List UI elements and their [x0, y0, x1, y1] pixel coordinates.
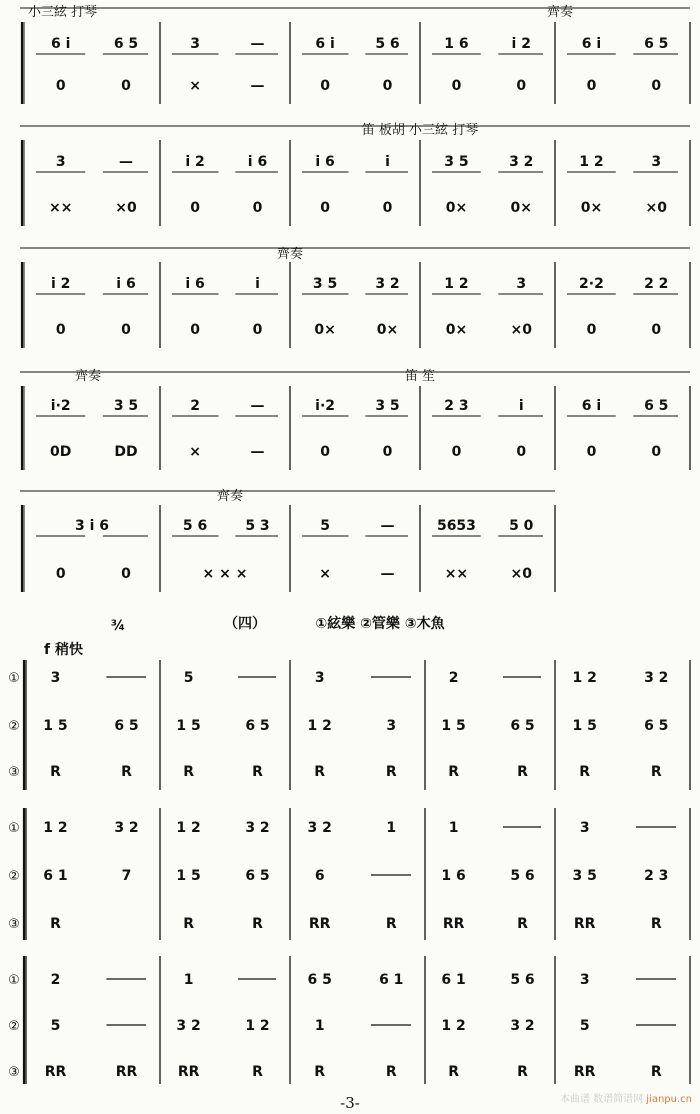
beat-notes: ×0 — [115, 200, 137, 216]
beat-notes: R — [517, 1064, 528, 1080]
beat-notes: 5 6 — [375, 36, 400, 52]
beat-notes: 3 2 — [114, 820, 139, 836]
part-label: ① — [8, 821, 20, 836]
beat-notes: 0 — [121, 78, 131, 94]
beat-notes: 0× — [510, 200, 532, 216]
beat-notes: ×× — [444, 566, 469, 582]
beat-notes: 6 — [314, 868, 325, 884]
beat-notes: R — [314, 1064, 326, 1080]
beat-notes: 0 — [516, 444, 527, 460]
beat-notes: R — [385, 1064, 397, 1080]
beat-notes: 0 — [55, 322, 66, 338]
beat-notes: 5 6 — [510, 868, 535, 884]
beat-notes: × — [189, 78, 201, 94]
beat-notes: R — [385, 916, 397, 932]
beat-notes: i̇ 2 — [511, 36, 531, 52]
beat-notes: 3 5 — [312, 276, 338, 292]
beat-notes: i 6 — [247, 154, 268, 170]
beat-notes: 2 3 — [444, 398, 469, 414]
measure-notes: × × × — [202, 566, 248, 582]
beat-notes: RR — [308, 916, 331, 932]
beat-notes: × — [319, 566, 331, 582]
beat-notes: 3 2 — [510, 1018, 535, 1034]
beat-notes: R — [385, 764, 397, 780]
beat-notes: R — [50, 764, 61, 780]
beat-notes: 3 — [386, 718, 397, 734]
beat-notes: 5 — [183, 670, 194, 686]
beat-notes: R — [650, 764, 662, 780]
beat-notes: 2 — [190, 398, 200, 414]
beat-notes: 5 6 — [510, 972, 535, 988]
beat-notes: — — [250, 444, 265, 460]
beat-notes: 3 2 — [375, 276, 400, 292]
beat-notes: 3 2 — [644, 670, 669, 686]
beat-notes: 1 — [183, 972, 194, 988]
beat-notes: 0 — [190, 322, 200, 338]
beat-notes: 0 — [252, 322, 263, 338]
instrument-label: 小三絃 打琴 — [28, 5, 98, 20]
beat-notes: 0 — [451, 444, 462, 460]
beat-notes: — — [250, 36, 265, 52]
beat-notes: 5 — [579, 1018, 590, 1034]
beat-notes: 1 5 — [43, 718, 68, 734]
beat-notes: 3 2 — [176, 1018, 201, 1034]
part-label: ③ — [8, 765, 20, 780]
beat-notes: 0D — [50, 444, 72, 460]
beat-notes: R — [650, 916, 662, 932]
beat-notes: — — [250, 398, 265, 414]
tempo-marking: f 稍快 — [44, 642, 83, 658]
beat-notes: 0 — [320, 200, 330, 216]
beat-notes: 3 5 — [375, 398, 400, 414]
beat-notes: 1 — [448, 820, 459, 836]
beat-notes: R — [50, 916, 61, 932]
beat-notes: 1 5 — [572, 718, 597, 734]
beat-notes: 5 — [50, 1018, 61, 1034]
beat-notes: 6 5 — [245, 868, 270, 884]
beat-notes: 2 2 — [644, 276, 669, 292]
beat-notes: R — [517, 916, 528, 932]
beat-notes: i̇ 2 — [185, 154, 205, 170]
beat-notes: 1 2 — [43, 820, 68, 836]
beat-notes: 1 6 — [444, 36, 469, 52]
beat-notes: 0 — [586, 322, 597, 338]
beat-notes: 6 i̇ — [315, 36, 335, 52]
beat-notes: 6 5 — [644, 398, 669, 414]
beat-notes: 6 5 — [113, 36, 139, 52]
beat-notes: R — [183, 916, 194, 932]
beat-notes: 2 — [448, 670, 459, 686]
beat-notes: 0 — [651, 322, 662, 338]
beat-notes: 6 5 — [644, 718, 669, 734]
beat-notes: RR — [44, 1064, 67, 1080]
beat-notes: 6 5 — [245, 718, 270, 734]
beat-notes: 0 — [382, 200, 393, 216]
beat-notes: 1 5 — [441, 718, 466, 734]
beat-notes: 1 2 — [444, 276, 469, 292]
beat-notes: 0× — [580, 200, 603, 216]
beat-notes: RR — [177, 1064, 200, 1080]
beat-notes: i̇ — [255, 276, 260, 292]
instrument-label: 齊奏 — [276, 247, 304, 262]
beat-notes: i 6 — [315, 154, 335, 170]
beat-notes: R — [448, 1064, 459, 1080]
beat-notes: 0 — [121, 566, 131, 582]
beat-notes: — — [380, 566, 395, 582]
beat-notes: RR — [115, 1064, 138, 1080]
beat-notes: i 6 — [116, 276, 136, 292]
beat-notes: 0× — [314, 322, 336, 338]
beat-notes: R — [650, 1064, 662, 1080]
beat-notes: RR — [442, 916, 465, 932]
beat-notes: 0 — [382, 78, 393, 94]
beat-notes: — — [380, 518, 395, 534]
beat-notes: R — [579, 764, 591, 780]
beat-notes: 6 5 — [307, 972, 332, 988]
beat-notes: R — [183, 764, 194, 780]
beat-notes: 3 — [516, 276, 527, 292]
part-label: ① — [8, 973, 20, 988]
beat-notes: 0× — [445, 322, 468, 338]
beat-notes: 2 3 — [644, 868, 669, 884]
watermark: 本曲谱 数谱简谱网 jianpu.cn — [559, 1094, 692, 1105]
beat-notes: 0 — [651, 444, 662, 460]
part-label: ① — [8, 671, 20, 686]
instrument-label: 齊奏 — [74, 369, 102, 384]
beat-notes: R — [121, 764, 132, 780]
beat-notes: 7 — [121, 868, 132, 884]
beat-notes: 3 2 — [245, 820, 270, 836]
beat-notes: 1 2 — [579, 154, 604, 170]
beat-notes: 1 2 — [572, 670, 597, 686]
beat-notes: 6 1 — [43, 868, 68, 884]
beat-notes: 1 5 — [176, 718, 201, 734]
beat-notes: 6 i̇ — [581, 36, 602, 52]
beat-notes: ×0 — [510, 322, 532, 338]
beat-notes: 5 — [320, 518, 330, 534]
beat-notes: 6 5 — [114, 718, 139, 734]
beat-notes: 3 2 — [509, 154, 534, 170]
beat-notes: 3 — [579, 820, 590, 836]
beat-notes: i̇ — [518, 398, 524, 414]
beat-notes: 0 — [55, 566, 66, 582]
beat-notes: 1 2 — [307, 718, 332, 734]
beat-notes: 0 — [320, 444, 330, 460]
beat-notes: 6 5 — [510, 718, 535, 734]
beat-notes: 1 2 — [441, 1018, 466, 1034]
beat-notes: 0 — [382, 444, 393, 460]
beat-notes: 6 i̇ — [51, 36, 71, 52]
beat-notes: R — [252, 764, 263, 780]
beat-notes: 0 — [121, 322, 131, 338]
beat-notes: 1 6 — [441, 868, 466, 884]
beat-notes: i̇ — [385, 154, 390, 170]
beat-notes: R — [448, 764, 459, 780]
beat-notes: — — [250, 78, 265, 94]
beat-notes: DD — [114, 444, 138, 460]
part-label: ③ — [8, 917, 20, 932]
beat-notes: R — [517, 764, 528, 780]
beat-notes: 3 5 — [113, 398, 139, 414]
beat-notes: 1 5 — [176, 868, 201, 884]
beat-notes: RR — [573, 1064, 596, 1080]
beat-notes: 6 1 — [379, 972, 404, 988]
beat-notes: 0 — [516, 78, 527, 94]
part-label: ② — [8, 869, 20, 884]
beat-notes: 5 6 — [182, 518, 208, 534]
beat-notes: 2 — [50, 972, 61, 988]
measure-notes: 3 i̇ 6 — [74, 518, 110, 534]
instrument-label: 笛 板胡 小三絃 打琴 — [361, 123, 479, 138]
beat-notes: ×0 — [510, 566, 532, 582]
beat-notes: R — [252, 1064, 263, 1080]
time-signature: ¾ — [110, 618, 126, 634]
beat-notes: ×0 — [645, 200, 667, 216]
beat-notes: 5 0 — [509, 518, 534, 534]
beat-notes: 3 2 — [307, 820, 332, 836]
instrument-legend: ①絃樂 ②管樂 ③木魚 — [315, 616, 445, 632]
part-label: ③ — [8, 1065, 20, 1080]
beat-notes: 0× — [445, 200, 468, 216]
beat-notes: 0 — [190, 200, 200, 216]
beat-notes: 0 — [651, 78, 662, 94]
part-label: ② — [8, 719, 20, 734]
beat-notes: × — [189, 444, 201, 460]
beat-notes: i̇ 2 — [51, 276, 71, 292]
beat-notes: R — [314, 764, 326, 780]
beat-notes: 6 i̇ — [581, 398, 602, 414]
beat-notes: 0 — [252, 200, 263, 216]
beat-notes: 1 2 — [245, 1018, 270, 1034]
beat-notes: 3 — [55, 154, 66, 170]
beat-notes: 3 — [50, 670, 61, 686]
beat-notes: 0 — [586, 78, 597, 94]
beat-notes: 0 — [586, 444, 597, 460]
beat-notes: 3 5 — [444, 154, 469, 170]
beat-notes: i·2 — [50, 398, 71, 414]
beat-notes: RR — [573, 916, 596, 932]
beat-notes: ×× — [48, 200, 73, 216]
beat-notes: 1 — [314, 1018, 325, 1034]
beat-notes: 0× — [376, 322, 399, 338]
beat-notes: i·2 — [315, 398, 336, 414]
instrument-label: 齊奏 — [546, 5, 574, 20]
beat-notes: 0 — [55, 78, 66, 94]
beat-notes: 1 2 — [176, 820, 201, 836]
beat-notes: 3 5 — [572, 868, 597, 884]
beat-notes: 6 1 — [441, 972, 466, 988]
beat-notes: 3 — [579, 972, 590, 988]
page-number: -3- — [340, 1094, 360, 1112]
beat-notes: 3 — [651, 154, 662, 170]
beat-notes: 1 — [386, 820, 397, 836]
beat-notes: 3 — [190, 36, 200, 52]
instrument-label: 齊奏 — [216, 489, 244, 504]
beat-notes: i 6 — [185, 276, 205, 292]
beat-notes: 5653 — [436, 518, 476, 534]
beat-notes: 0 — [451, 78, 462, 94]
beat-notes: 6 5 — [644, 36, 669, 52]
instrument-label: 笛 笙 — [404, 369, 436, 384]
beat-notes: 2·2 — [579, 276, 604, 292]
beat-notes: 0 — [320, 78, 330, 94]
beat-notes: — — [119, 154, 133, 170]
beat-notes: R — [252, 916, 263, 932]
section-number: （四） — [224, 616, 266, 632]
part-label: ② — [8, 1019, 20, 1034]
beat-notes: 5 3 — [245, 518, 270, 534]
beat-notes: 3 — [314, 670, 325, 686]
